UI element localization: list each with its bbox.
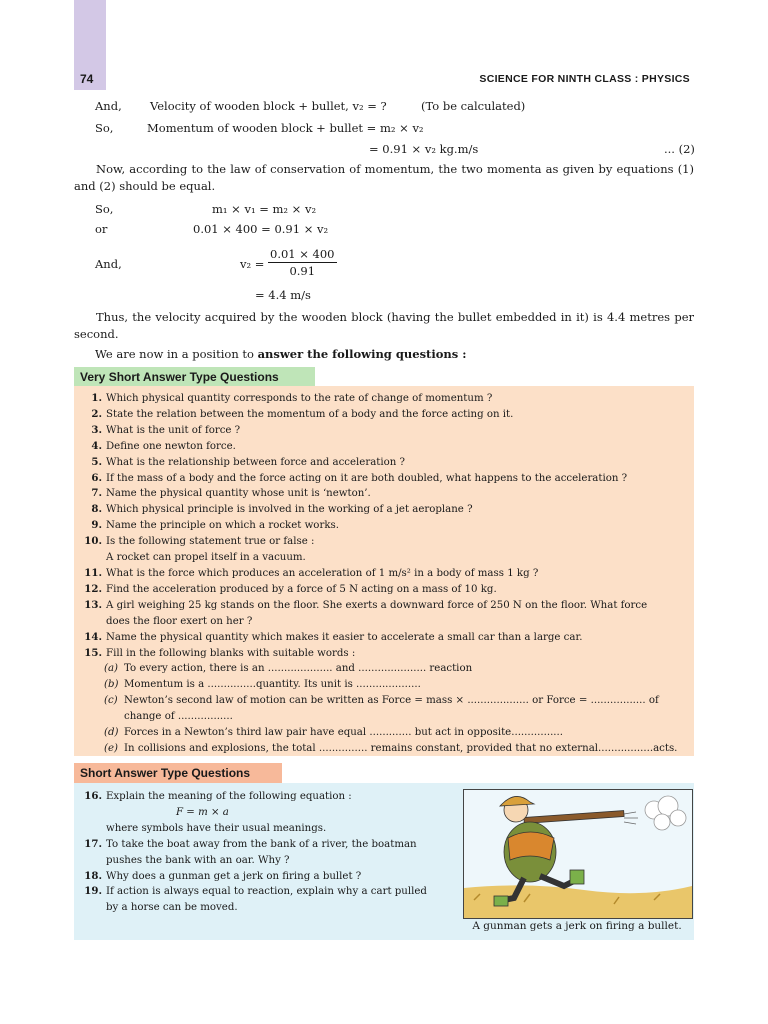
question-text: Name the physical quantity which makes it easier to accelerate a small car than a large car. [106, 631, 583, 643]
running-title: SCIENCE FOR NINTH CLASS : PHYSICS [479, 73, 690, 85]
question-3 [82, 423, 677, 439]
calc-line1-label: And, [95, 99, 122, 113]
question-17-continued: pushes the bank with an oar. Why ? [106, 854, 290, 866]
fill-blank-b [82, 677, 677, 693]
question-9 [82, 518, 677, 534]
equation3-fraction [268, 247, 337, 278]
question-number: 7. [91, 487, 102, 500]
question-18 [82, 869, 427, 885]
question-number: 19. [84, 885, 102, 898]
question-text: What is the relationship between force and acceleration ? [106, 456, 406, 468]
question-text: State the relation between the momentum of a body and the force acting on it. [106, 408, 514, 420]
fill-blank-text: Forces in a Newton’s third law pair have equal ............. but act in opposite................ [124, 727, 564, 739]
question-number: 18. [84, 869, 102, 882]
fill-blank-letter: (b) [104, 679, 119, 691]
fraction-denominator: 0.91 [289, 264, 316, 278]
fill-blank-a [82, 661, 677, 677]
question-2 [82, 407, 677, 423]
question-19-continued: by a horse can be moved. [106, 902, 238, 914]
fill-blank-letter: (e) [104, 742, 118, 754]
question-number: 16. [84, 790, 102, 802]
question-text: A girl weighing 25 kg stands on the floor. She exerts a downward force of 250 N on the floor. What force [106, 599, 648, 611]
fill-blank-letter: (c) [104, 695, 118, 707]
very-short-heading: Very Short Answer Type Questions [74, 367, 315, 387]
question-text: What is the force which produces an acceleration of 1 m/s² in a body of mass 1 kg ? [106, 567, 539, 579]
question-13 [82, 598, 677, 614]
fill-blank-text: change of ................. [124, 711, 233, 723]
question-number: 13. [84, 598, 102, 611]
question-text: Explain the meaning of the following equation : [106, 791, 352, 802]
question-text: If action is always equal to reaction, explain why a cart pulled [106, 886, 427, 898]
gunman-drawing [464, 790, 692, 918]
paragraph-intro [95, 347, 466, 361]
question-number: 12. [84, 582, 102, 595]
question-text: Which physical principle is involved in the working of a jet aeroplane ? [106, 504, 473, 516]
question-text: Find the acceleration produced by a force of 5 N acting on a mass of 10 kg. [106, 583, 497, 595]
question-number: 1. [91, 392, 102, 404]
calc-line3-text: = 0.91 × v₂ kg.m/s [369, 142, 479, 156]
question-text: What is the unit of force ? [106, 424, 241, 436]
question-number: 8. [91, 503, 102, 516]
question-number: 9. [91, 519, 102, 532]
calc-line1-text: Velocity of wooden block + bullet, v₂ = ? [150, 99, 387, 113]
equation2-label: or [95, 222, 108, 236]
question-text: Define one newton force. [106, 440, 236, 452]
fill-blank-text: Newton’s second law of motion can be written as Force = mass × ................... or Force = ................. of [124, 695, 659, 707]
calc-line2-label: So, [95, 121, 114, 135]
fill-blank-d [82, 725, 677, 741]
question-number: 14. [84, 630, 102, 643]
question-16-continued: where symbols have their usual meanings. [106, 822, 327, 834]
calc-line2-text: Momentum of wooden block + bullet = m₂ × v₂ [147, 121, 424, 135]
question-text: To take the boat away from the bank of a river, the boatman [106, 838, 417, 850]
question-10-statement: A rocket can propel itself in a vacuum. [106, 552, 306, 564]
fraction-numerator: 0.01 × 400 [270, 247, 335, 261]
calc-line1-note: (To be calculated) [421, 99, 526, 113]
fill-blank-c-continued [82, 709, 677, 725]
question-number: 11. [84, 566, 102, 579]
equation1: m₁ × v₁ = m₂ × v₂ [212, 202, 317, 216]
fill-blank-text: Momentum is a ...............quantity. Its unit is .................... [124, 679, 421, 691]
fill-blank-letter: (d) [104, 727, 119, 739]
question-number: 15. [84, 646, 102, 659]
fill-blank-c [82, 693, 677, 709]
paragraph-result: Thus, the velocity acquired by the wooden block (having the bullet embedded in it) is 4.4 metres per second. [74, 310, 694, 341]
question-4 [82, 439, 677, 455]
question-14 [82, 630, 677, 646]
question-15 [82, 646, 677, 662]
question-16-equation: F = m × a [176, 806, 229, 818]
question-text: Which physical quantity corresponds to the rate of change of momentum ? [106, 393, 493, 404]
question-10 [82, 534, 677, 550]
question-11 [82, 566, 677, 582]
very-short-question-list [82, 391, 677, 757]
fill-blank-letter: (a) [104, 663, 119, 675]
question-text: Why does a gunman get a jerk on firing a bullet ? [106, 870, 362, 882]
intro-text: We are now in a position to [95, 347, 258, 361]
question-number: 17. [84, 837, 102, 850]
figure-caption: A gunman gets a jerk on firing a bullet. [472, 920, 682, 932]
equation3-label: And, [95, 257, 122, 271]
question-number: 10. [84, 535, 102, 548]
question-19 [82, 884, 427, 900]
question-8 [82, 502, 677, 518]
fill-blank-text: To every action, there is an .................... and ..................... reaction [124, 663, 473, 675]
fill-blank-e [82, 741, 677, 757]
question-text: Name the principle on which a rocket works. [106, 520, 339, 532]
question-6 [82, 471, 677, 487]
question-17 [82, 837, 427, 853]
question-text: Is the following statement true or false : [106, 536, 315, 548]
question-number: 5. [91, 455, 102, 468]
equation3-lhs: v₂ = [240, 257, 265, 271]
question-number: 3. [91, 423, 102, 436]
page-number: 74 [80, 72, 94, 86]
fill-blank-text: In collisions and explosions, the total ............... remains constant, provided that no external.................acts. [124, 742, 678, 754]
question-7 [82, 486, 677, 502]
question-12 [82, 582, 677, 598]
question-text: If the mass of a body and the force acting on it are both doubled, what happens to the acceleration ? [106, 472, 628, 484]
question-5 [82, 455, 677, 471]
question-number: 4. [91, 439, 102, 452]
equation2: 0.01 × 400 = 0.91 × v₂ [193, 222, 329, 236]
question-16 [82, 789, 427, 805]
gunman-illustration [463, 789, 693, 919]
short-answer-heading: Short Answer Type Questions [74, 763, 282, 783]
equation-number-2: ... (2) [664, 142, 695, 156]
question-number: 6. [91, 471, 102, 484]
intro-bold-text: answer the following questions : [257, 347, 467, 361]
question-number: 2. [91, 407, 102, 420]
equation1-label: So, [95, 202, 114, 216]
paragraph-conservation: Now, according to the law of conservation of momentum, the two momenta as given by equations (1) and (2) should be equal. [74, 162, 694, 193]
question-13-continued: does the floor exert on her ? [106, 615, 253, 627]
equation4-result: = 4.4 m/s [255, 288, 311, 302]
question-1 [82, 391, 677, 407]
question-text: Name the physical quantity whose unit is ‘newton’. [106, 488, 371, 500]
short-answer-question-list [82, 789, 427, 916]
question-text: Fill in the following blanks with suitable words : [106, 647, 356, 659]
